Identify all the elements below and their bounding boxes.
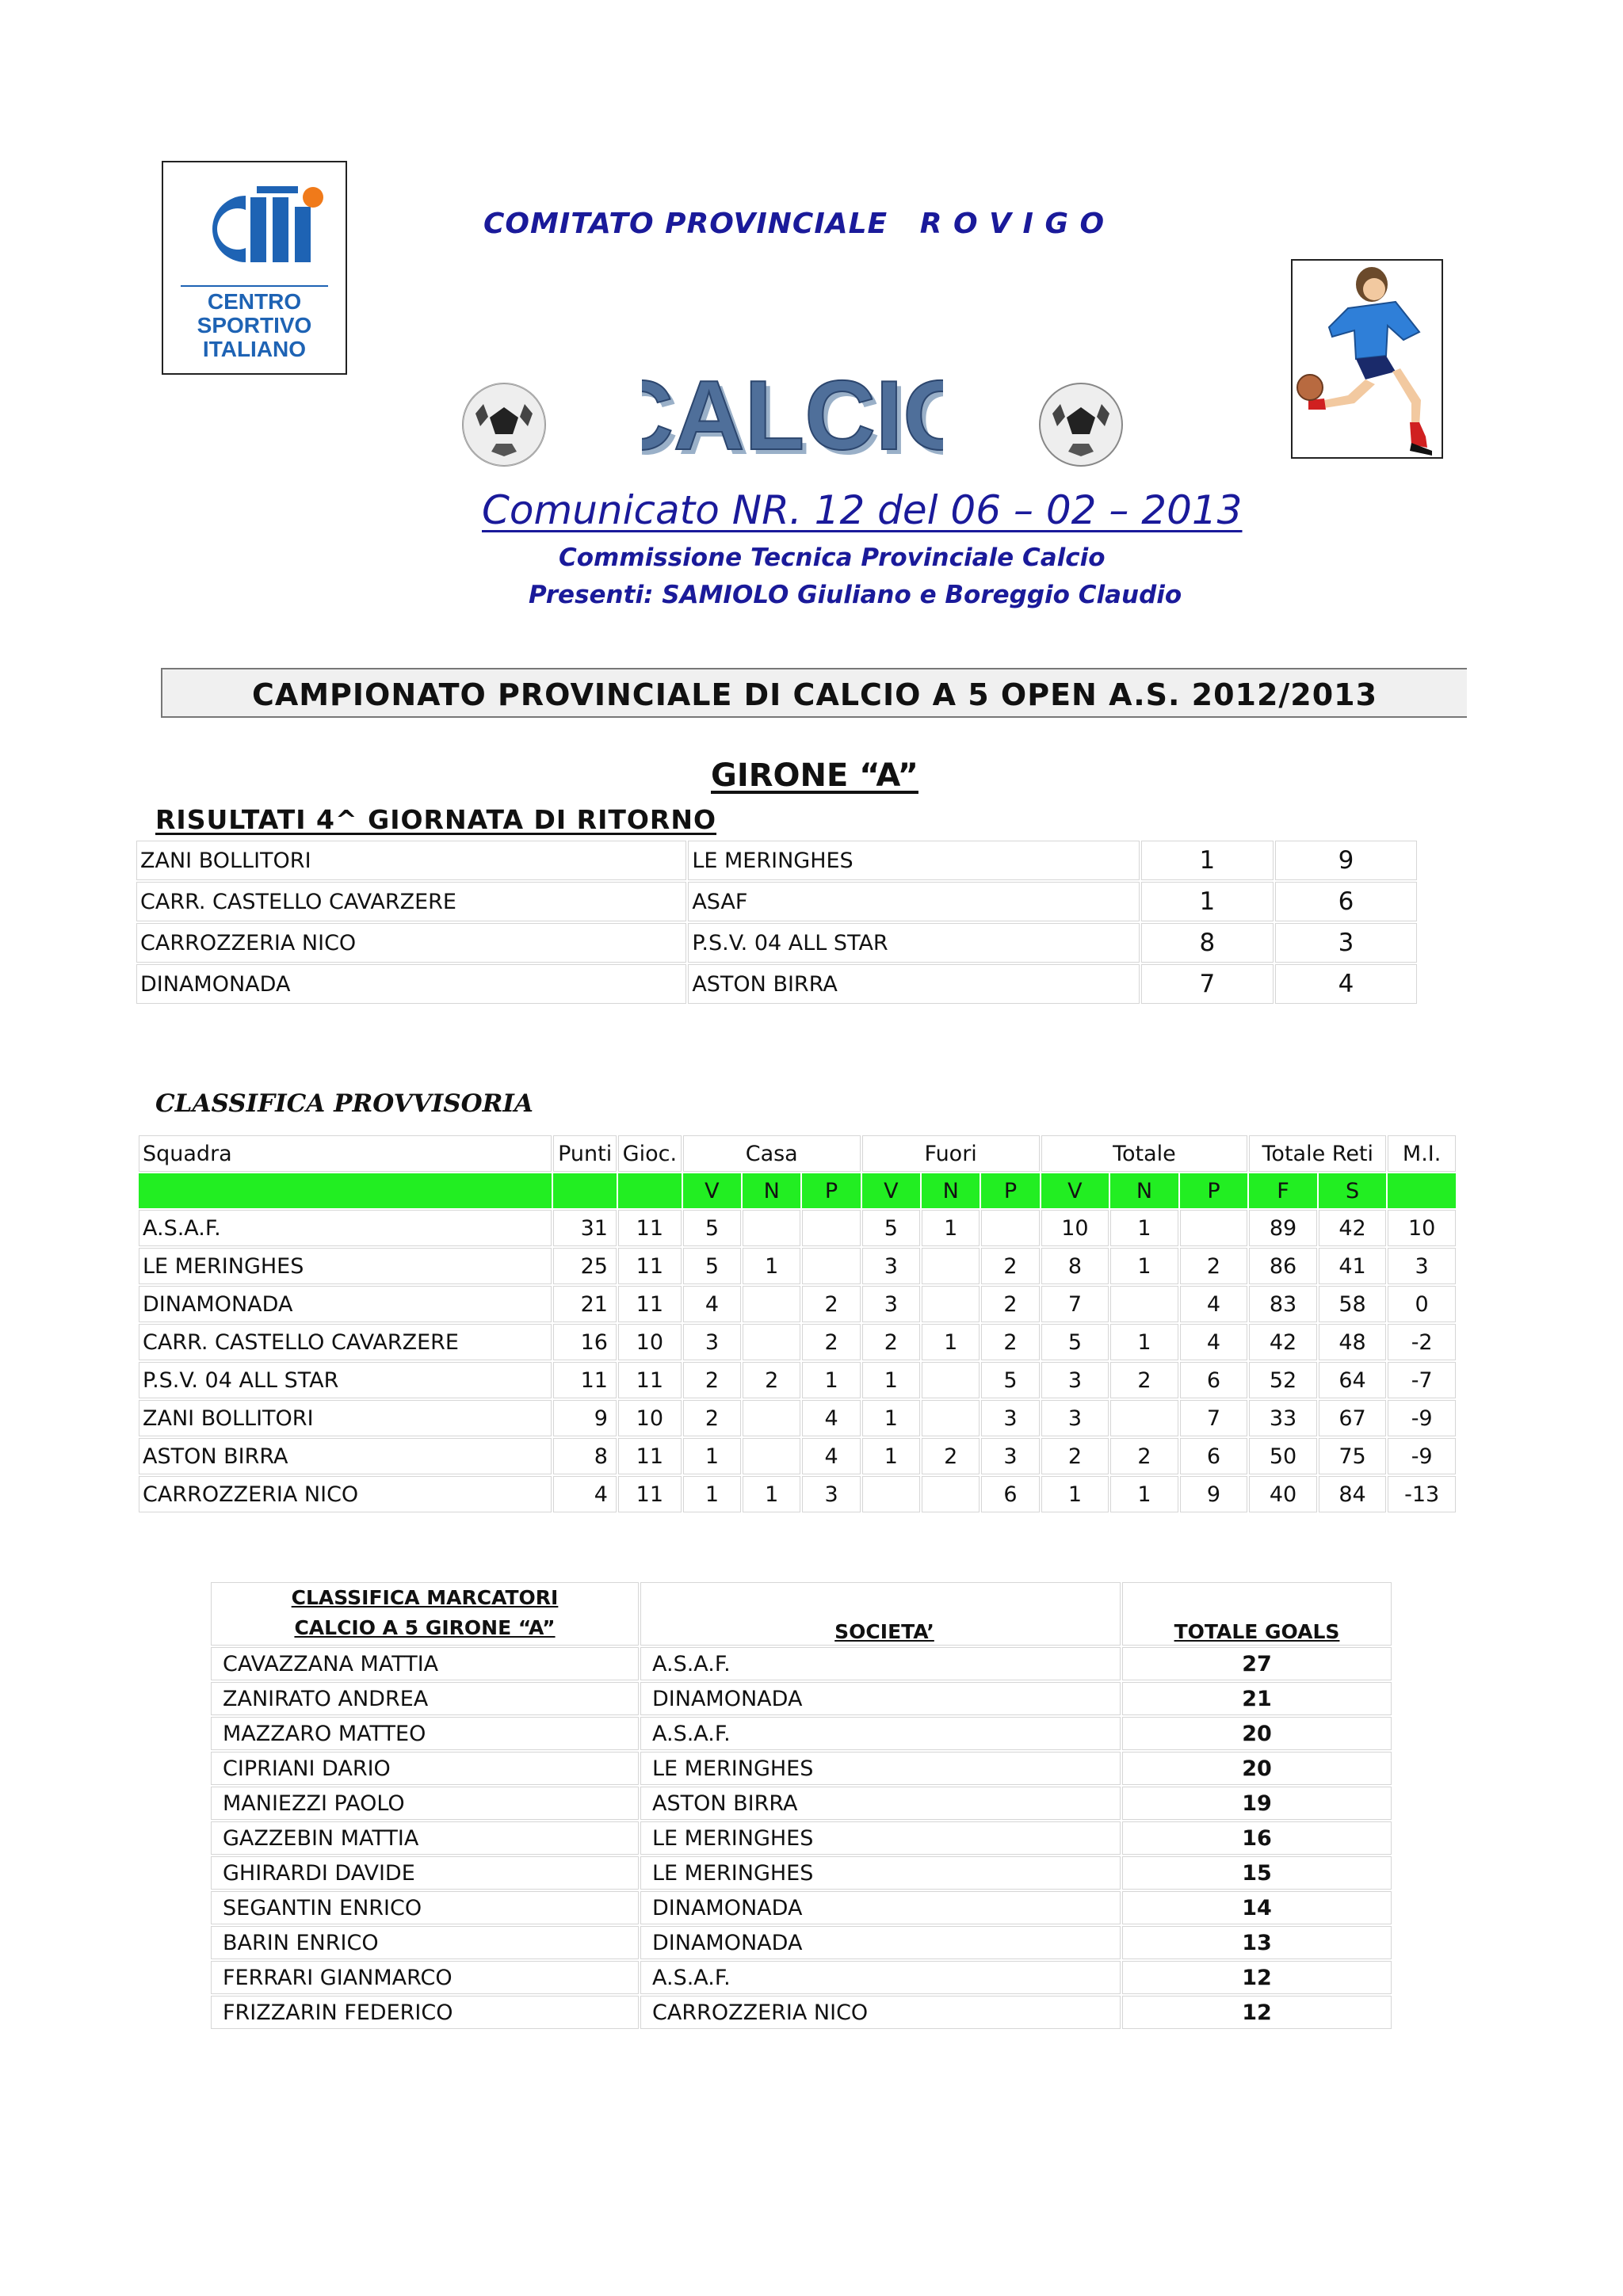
total-v: 3 <box>1041 1400 1109 1436</box>
scorer-team: LE MERINGHES <box>640 1752 1121 1785</box>
away-p: 6 <box>981 1476 1039 1512</box>
away-team: LE MERINGHES <box>688 841 1140 880</box>
played: 10 <box>618 1400 682 1436</box>
total-v: 1 <box>1041 1476 1109 1512</box>
table-row <box>211 1682 1392 1715</box>
goals-for: 40 <box>1249 1476 1317 1512</box>
home-goals: 7 <box>1141 964 1274 1004</box>
away-team: P.S.V. 04 ALL STAR <box>688 923 1140 963</box>
csi-logo <box>162 161 347 375</box>
scorer-goals: 21 <box>1122 1682 1392 1715</box>
team-name: CARROZZERIA NICO <box>139 1476 552 1512</box>
table-row <box>211 1856 1392 1890</box>
away-p: 3 <box>981 1438 1039 1474</box>
goals-for: 50 <box>1249 1438 1317 1474</box>
away-goals: 4 <box>1275 964 1417 1004</box>
sub-f: F <box>1249 1173 1317 1208</box>
scorer-team: ASTON BIRRA <box>640 1787 1121 1820</box>
standings-header-row <box>139 1135 1456 1172</box>
played: 11 <box>618 1438 682 1474</box>
table-row <box>139 1210 1456 1246</box>
goals-against: 64 <box>1319 1362 1387 1398</box>
comitato-heading: COMITATO PROVINCIALE R O V I G O <box>483 208 1106 240</box>
away-v: 2 <box>862 1324 920 1360</box>
scorer-name: FRIZZARIN FEDERICO <box>211 1996 639 2029</box>
home-p: 2 <box>802 1286 860 1322</box>
scorer-goals: 12 <box>1122 1961 1392 1994</box>
scorer-goals: 27 <box>1122 1647 1392 1680</box>
home-n <box>743 1324 800 1360</box>
total-n: 1 <box>1110 1324 1178 1360</box>
calcio-title-text: ALCIO <box>673 361 943 471</box>
scorer-goals: 13 <box>1122 1926 1392 1959</box>
total-p: 4 <box>1180 1286 1248 1322</box>
col-squadra: Squadra <box>139 1135 552 1172</box>
scorers-table <box>209 1581 1393 2031</box>
mi-value: -9 <box>1388 1400 1456 1436</box>
sub-n: N <box>1110 1173 1178 1208</box>
scorer-name: MAZZARO MATTEO <box>211 1717 639 1750</box>
total-p: 4 <box>1180 1324 1248 1360</box>
home-v: 2 <box>683 1400 741 1436</box>
home-v: 5 <box>683 1210 741 1246</box>
col-totale: Totale <box>1041 1135 1248 1172</box>
col-totale-goals: TOTALE GOALS <box>1122 1582 1392 1646</box>
standings-heading: CLASSIFICA PROVVISORIA <box>155 1089 533 1118</box>
table-row <box>139 1286 1456 1322</box>
home-n: 2 <box>743 1362 800 1398</box>
goals-for: 33 <box>1249 1400 1317 1436</box>
table-row <box>136 841 1417 880</box>
total-p: 2 <box>1180 1248 1248 1284</box>
away-v: 1 <box>862 1362 920 1398</box>
scorer-team: LE MERINGHES <box>640 1821 1121 1855</box>
away-n <box>922 1400 980 1436</box>
logo-text-line1: CENTRO <box>207 289 302 314</box>
home-goals: 8 <box>1141 923 1274 963</box>
total-p: 6 <box>1180 1438 1248 1474</box>
scorer-goals: 20 <box>1122 1752 1392 1785</box>
table-row <box>139 1362 1456 1398</box>
girone-heading: GIRONE “A” <box>711 757 918 794</box>
goals-for: 52 <box>1249 1362 1317 1398</box>
goals-against: 41 <box>1319 1248 1387 1284</box>
table-row <box>139 1476 1456 1512</box>
home-team: CARR. CASTELLO CAVARZERE <box>136 882 686 921</box>
total-v: 7 <box>1041 1286 1109 1322</box>
team-name: CARR. CASTELLO CAVARZERE <box>139 1324 552 1360</box>
home-n <box>743 1438 800 1474</box>
home-v: 1 <box>683 1476 741 1512</box>
calcio-title <box>642 353 943 479</box>
total-v: 2 <box>1041 1438 1109 1474</box>
mi-value: -2 <box>1388 1324 1456 1360</box>
standings-table <box>137 1134 1457 1514</box>
scorer-name: SEGANTIN ENRICO <box>211 1891 639 1924</box>
total-v: 5 <box>1041 1324 1109 1360</box>
team-name: P.S.V. 04 ALL STAR <box>139 1362 552 1398</box>
scorer-team: A.S.A.F. <box>640 1717 1121 1750</box>
scorer-goals: 16 <box>1122 1821 1392 1855</box>
goals-for: 86 <box>1249 1248 1317 1284</box>
col-punti: Punti <box>553 1135 617 1172</box>
scorers-title-line1: CLASSIFICA MARCATORI <box>291 1586 559 1609</box>
scorer-goals: 19 <box>1122 1787 1392 1820</box>
goals-against: 75 <box>1319 1438 1387 1474</box>
away-n <box>922 1248 980 1284</box>
away-v: 1 <box>862 1400 920 1436</box>
table-row <box>136 964 1417 1004</box>
home-p: 3 <box>802 1476 860 1512</box>
played: 11 <box>618 1362 682 1398</box>
home-p: 1 <box>802 1362 860 1398</box>
scorer-name: ZANIRATO ANDREA <box>211 1682 639 1715</box>
scorer-team: DINAMONADA <box>640 1926 1121 1959</box>
scorer-team: A.S.A.F. <box>640 1961 1121 1994</box>
home-v: 3 <box>683 1324 741 1360</box>
home-n <box>743 1400 800 1436</box>
sub-p: P <box>1180 1173 1248 1208</box>
points: 21 <box>553 1286 617 1322</box>
scorer-name: BARIN ENRICO <box>211 1926 639 1959</box>
points: 4 <box>553 1476 617 1512</box>
played: 11 <box>618 1248 682 1284</box>
commissione-subtitle: Commissione Tecnica Provinciale Calcio <box>559 543 1106 572</box>
away-v <box>862 1476 920 1512</box>
away-v: 1 <box>862 1438 920 1474</box>
home-v: 1 <box>683 1438 741 1474</box>
mi-value: -7 <box>1388 1362 1456 1398</box>
goals-for: 42 <box>1249 1324 1317 1360</box>
csi-logo-graphic <box>163 162 346 373</box>
away-p: 2 <box>981 1248 1039 1284</box>
results-heading: RISULTATI 4^ GIORNATA DI RITORNO <box>155 804 717 835</box>
total-n: 1 <box>1110 1210 1178 1246</box>
home-n: 1 <box>743 1248 800 1284</box>
home-team: DINAMONADA <box>136 964 686 1004</box>
total-n: 2 <box>1110 1362 1178 1398</box>
table-row <box>211 1821 1392 1855</box>
away-p: 3 <box>981 1400 1039 1436</box>
col-fuori: Fuori <box>862 1135 1040 1172</box>
results-table <box>135 839 1419 1005</box>
table-row <box>211 1926 1392 1959</box>
points: 9 <box>553 1400 617 1436</box>
home-n: 1 <box>743 1476 800 1512</box>
away-p: 5 <box>981 1362 1039 1398</box>
home-n <box>743 1286 800 1322</box>
table-row <box>139 1438 1456 1474</box>
away-team: ASTON BIRRA <box>688 964 1140 1004</box>
away-team: ASAF <box>688 882 1140 921</box>
col-gioc: Gioc. <box>618 1135 682 1172</box>
mi-value: -13 <box>1388 1476 1456 1512</box>
total-n: 1 <box>1110 1476 1178 1512</box>
scorer-goals: 20 <box>1122 1717 1392 1750</box>
sub-v: V <box>1041 1173 1109 1208</box>
played: 11 <box>618 1210 682 1246</box>
total-p: 6 <box>1180 1362 1248 1398</box>
col-mi: M.I. <box>1388 1135 1456 1172</box>
goals-against: 58 <box>1319 1286 1387 1322</box>
table-row <box>139 1400 1456 1436</box>
total-n: 2 <box>1110 1438 1178 1474</box>
soccer-ball-icon <box>1037 380 1125 469</box>
championship-title: CAMPIONATO PROVINCIALE DI CALCIO A 5 OPEN A.S. 2012/2013 <box>251 677 1378 712</box>
championship-banner <box>161 668 1467 718</box>
away-n <box>922 1362 980 1398</box>
table-row <box>139 1324 1456 1360</box>
away-v: 5 <box>862 1210 920 1246</box>
sub-n: N <box>922 1173 980 1208</box>
sub-p: P <box>802 1173 860 1208</box>
away-n: 2 <box>922 1438 980 1474</box>
away-p: 2 <box>981 1324 1039 1360</box>
table-row <box>139 1248 1456 1284</box>
home-p: 4 <box>802 1438 860 1474</box>
team-name: LE MERINGHES <box>139 1248 552 1284</box>
scorer-name: CAVAZZANA MATTIA <box>211 1647 639 1680</box>
table-row <box>136 923 1417 963</box>
total-n: 1 <box>1110 1248 1178 1284</box>
goals-for: 83 <box>1249 1286 1317 1322</box>
sub-p: P <box>981 1173 1039 1208</box>
goals-against: 48 <box>1319 1324 1387 1360</box>
sub-v: V <box>862 1173 920 1208</box>
away-p: 2 <box>981 1286 1039 1322</box>
home-team: ZANI BOLLITORI <box>136 841 686 880</box>
home-n <box>743 1210 800 1246</box>
points: 11 <box>553 1362 617 1398</box>
goals-against: 42 <box>1319 1210 1387 1246</box>
scorer-team: LE MERINGHES <box>640 1856 1121 1890</box>
table-row <box>211 1752 1392 1785</box>
standings-subheader-row <box>139 1173 1456 1208</box>
scorer-team: CARROZZERIA NICO <box>640 1996 1121 2029</box>
home-p: 4 <box>802 1400 860 1436</box>
total-p: 7 <box>1180 1400 1248 1436</box>
played: 10 <box>618 1324 682 1360</box>
col-societa: SOCIETA’ <box>640 1582 1121 1646</box>
goals-against: 84 <box>1319 1476 1387 1512</box>
sub-s: S <box>1319 1173 1387 1208</box>
home-v: 2 <box>683 1362 741 1398</box>
soccer-ball-icon <box>460 380 548 469</box>
mi-value: 3 <box>1388 1248 1456 1284</box>
table-row <box>136 882 1417 921</box>
presenti-subtitle: Presenti: SAMIOLO Giuliano e Boreggio Claudio <box>529 581 1182 609</box>
scorer-team: DINAMONADA <box>640 1891 1121 1924</box>
points: 16 <box>553 1324 617 1360</box>
logo-text-line2: SPORTIVO <box>197 313 312 338</box>
table-row <box>211 1996 1392 2029</box>
team-name: A.S.A.F. <box>139 1210 552 1246</box>
table-row <box>211 1647 1392 1680</box>
goals-for: 89 <box>1249 1210 1317 1246</box>
away-goals: 3 <box>1275 923 1417 963</box>
played: 11 <box>618 1286 682 1322</box>
mi-value: 0 <box>1388 1286 1456 1322</box>
home-p <box>802 1210 860 1246</box>
played: 11 <box>618 1476 682 1512</box>
scorers-title-line2: CALCIO A 5 GIRONE “A” <box>294 1616 556 1639</box>
scorer-name: MANIEZZI PAOLO <box>211 1787 639 1820</box>
col-casa: Casa <box>683 1135 861 1172</box>
table-row <box>211 1717 1392 1750</box>
total-n <box>1110 1286 1178 1322</box>
table-row <box>211 1961 1392 1994</box>
soccer-player-image <box>1291 259 1443 459</box>
table-row <box>211 1787 1392 1820</box>
sub-n: N <box>743 1173 800 1208</box>
scorer-name: FERRARI GIANMARCO <box>211 1961 639 1994</box>
team-name: DINAMONADA <box>139 1286 552 1322</box>
scorers-header-row <box>211 1582 1392 1646</box>
mi-value: 10 <box>1388 1210 1456 1246</box>
scorer-goals: 12 <box>1122 1996 1392 2029</box>
scorer-goals: 15 <box>1122 1856 1392 1890</box>
away-n: 1 <box>922 1324 980 1360</box>
home-v: 4 <box>683 1286 741 1322</box>
scorers-title <box>211 1582 639 1646</box>
logo-text-line3: ITALIANO <box>202 337 307 361</box>
scorer-name: CIPRIANI DARIO <box>211 1752 639 1785</box>
away-v: 3 <box>862 1286 920 1322</box>
col-totale-reti: Totale Reti <box>1249 1135 1386 1172</box>
away-n <box>922 1476 980 1512</box>
scorer-name: GHIRARDI DAVIDE <box>211 1856 639 1890</box>
scorer-team: DINAMONADA <box>640 1682 1121 1715</box>
points: 31 <box>553 1210 617 1246</box>
team-name: ASTON BIRRA <box>139 1438 552 1474</box>
table-row <box>211 1891 1392 1924</box>
total-v: 3 <box>1041 1362 1109 1398</box>
home-team: CARROZZERIA NICO <box>136 923 686 963</box>
mi-value: -9 <box>1388 1438 1456 1474</box>
home-p <box>802 1248 860 1284</box>
home-goals: 1 <box>1141 882 1274 921</box>
goals-against: 67 <box>1319 1400 1387 1436</box>
home-p: 2 <box>802 1324 860 1360</box>
away-goals: 6 <box>1275 882 1417 921</box>
scorer-goals: 14 <box>1122 1891 1392 1924</box>
scorer-team: A.S.A.F. <box>640 1647 1121 1680</box>
away-v: 3 <box>862 1248 920 1284</box>
home-v: 5 <box>683 1248 741 1284</box>
total-v: 10 <box>1041 1210 1109 1246</box>
points: 25 <box>553 1248 617 1284</box>
total-p: 9 <box>1180 1476 1248 1512</box>
team-name: ZANI BOLLITORI <box>139 1400 552 1436</box>
total-n <box>1110 1400 1178 1436</box>
scorer-name: GAZZEBIN MATTIA <box>211 1821 639 1855</box>
calcio-title-shadow: CALCI <box>642 366 908 475</box>
home-goals: 1 <box>1141 841 1274 880</box>
away-goals: 9 <box>1275 841 1417 880</box>
comunicato-title: Comunicato NR. 12 del 06 – 02 – 2013 <box>482 487 1243 533</box>
total-v: 8 <box>1041 1248 1109 1284</box>
away-n: 1 <box>922 1210 980 1246</box>
points: 8 <box>553 1438 617 1474</box>
away-p <box>981 1210 1039 1246</box>
away-n <box>922 1286 980 1322</box>
total-p <box>1180 1210 1248 1246</box>
sub-v: V <box>683 1173 741 1208</box>
